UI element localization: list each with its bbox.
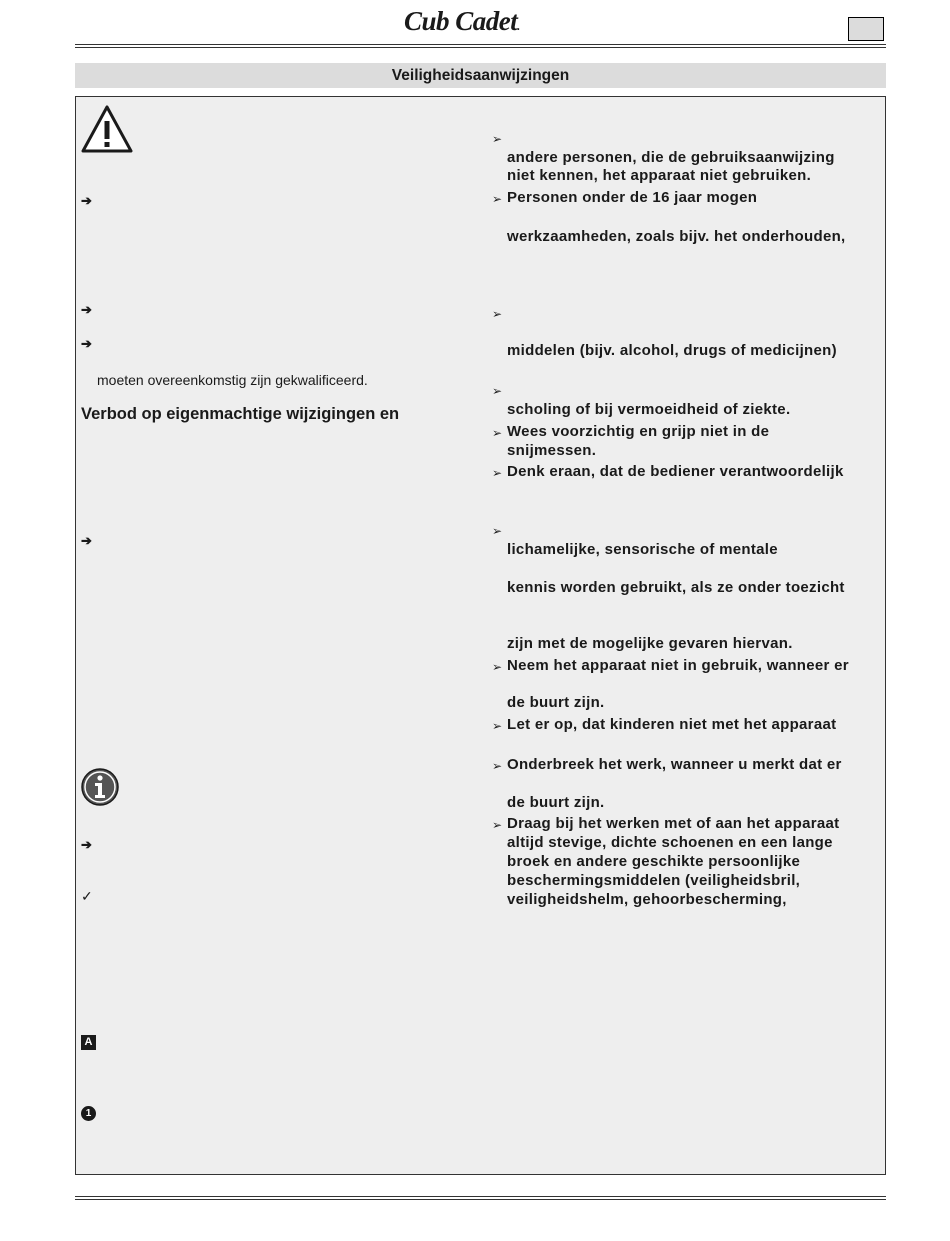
brand-logo: Cub Cadet. [404, 6, 520, 36]
arrow-bullet-icon: ➔ [81, 193, 92, 208]
section-title: Veiligheidsaanwijzingen [75, 63, 886, 88]
right-line: werkzaamheden, zoals bijv. het onderhouden, [507, 228, 846, 245]
right-line: Draag bij het werken met of aan het apparaat [507, 815, 840, 832]
triangle-bullet-icon: ➢ [492, 759, 503, 773]
arrow-bullet-icon: ➔ [81, 336, 92, 351]
label-a-icon: A [81, 1035, 96, 1050]
triangle-bullet-icon: ➢ [492, 660, 503, 674]
footer-rule-top [75, 1196, 886, 1197]
right-line: broek en andere geschikte persoonlijke [507, 853, 801, 870]
language-tab-box [848, 17, 884, 41]
qualified-text: moeten overeenkomstig zijn gekwalificeerd. [97, 372, 368, 388]
right-line: veiligheidshelm, gehoorbescherming, [507, 891, 787, 908]
triangle-bullet-icon: ➢ [492, 818, 503, 832]
triangle-bullet-icon: ➢ [492, 192, 503, 206]
info-icon [80, 767, 120, 807]
right-line: Neem het apparaat niet in gebruik, wanneer er [507, 657, 849, 674]
triangle-bullet-icon: ➢ [492, 426, 503, 440]
right-line: Denk eraan, dat de bediener verantwoordelijk [507, 463, 844, 480]
right-line: de buurt zijn. [507, 794, 605, 811]
right-line: Wees voorzichtig en grijp niet in de [507, 423, 770, 440]
right-line: niet kennen, het apparaat niet gebruiken. [507, 167, 812, 184]
triangle-bullet-icon: ➢ [492, 719, 503, 733]
right-line: kennis worden gebruikt, als ze onder toezicht [507, 579, 845, 596]
header-rule-bottom [75, 47, 886, 48]
triangle-bullet-icon: ➢ [492, 384, 503, 398]
triangle-bullet-icon: ➢ [492, 524, 503, 538]
right-line: Personen onder de 16 jaar mogen [507, 189, 758, 206]
right-line: lichamelijke, sensorische of mentale [507, 541, 778, 558]
number-one-icon: 1 [81, 1106, 96, 1121]
footer-rule-bottom [75, 1199, 886, 1200]
triangle-bullet-icon: ➢ [492, 307, 503, 321]
right-line: Onderbreek het werk, wanneer u merkt dat er [507, 756, 842, 773]
right-line: altijd stevige, dichte schoenen en een lange [507, 834, 833, 851]
right-line: snijmessen. [507, 442, 597, 459]
right-line: scholing of bij vermoeidheid of ziekte. [507, 401, 791, 418]
arrow-bullet-icon: ➔ [81, 302, 92, 317]
modification-heading: Verbod op eigenmachtige wijzigingen en [81, 405, 400, 423]
warning-triangle-icon [80, 104, 134, 154]
right-line: beschermingsmiddelen (veiligheidsbril, [507, 872, 801, 889]
triangle-bullet-icon: ➢ [492, 466, 503, 480]
right-line: zijn met de mogelijke gevaren hiervan. [507, 635, 793, 652]
arrow-bullet-icon: ➔ [81, 837, 92, 852]
right-line: de buurt zijn. [507, 694, 605, 711]
check-icon: ✓ [81, 888, 93, 904]
triangle-bullet-icon: ➢ [492, 132, 503, 146]
right-line: middelen (bijv. alcohol, drugs of medicijnen) [507, 342, 837, 359]
arrow-bullet-icon: ➔ [81, 533, 92, 548]
right-line: andere personen, die de gebruiksaanwijzing [507, 149, 835, 166]
right-line: Let er op, dat kinderen niet met het apparaat [507, 716, 837, 733]
header-rule-top [75, 44, 886, 45]
